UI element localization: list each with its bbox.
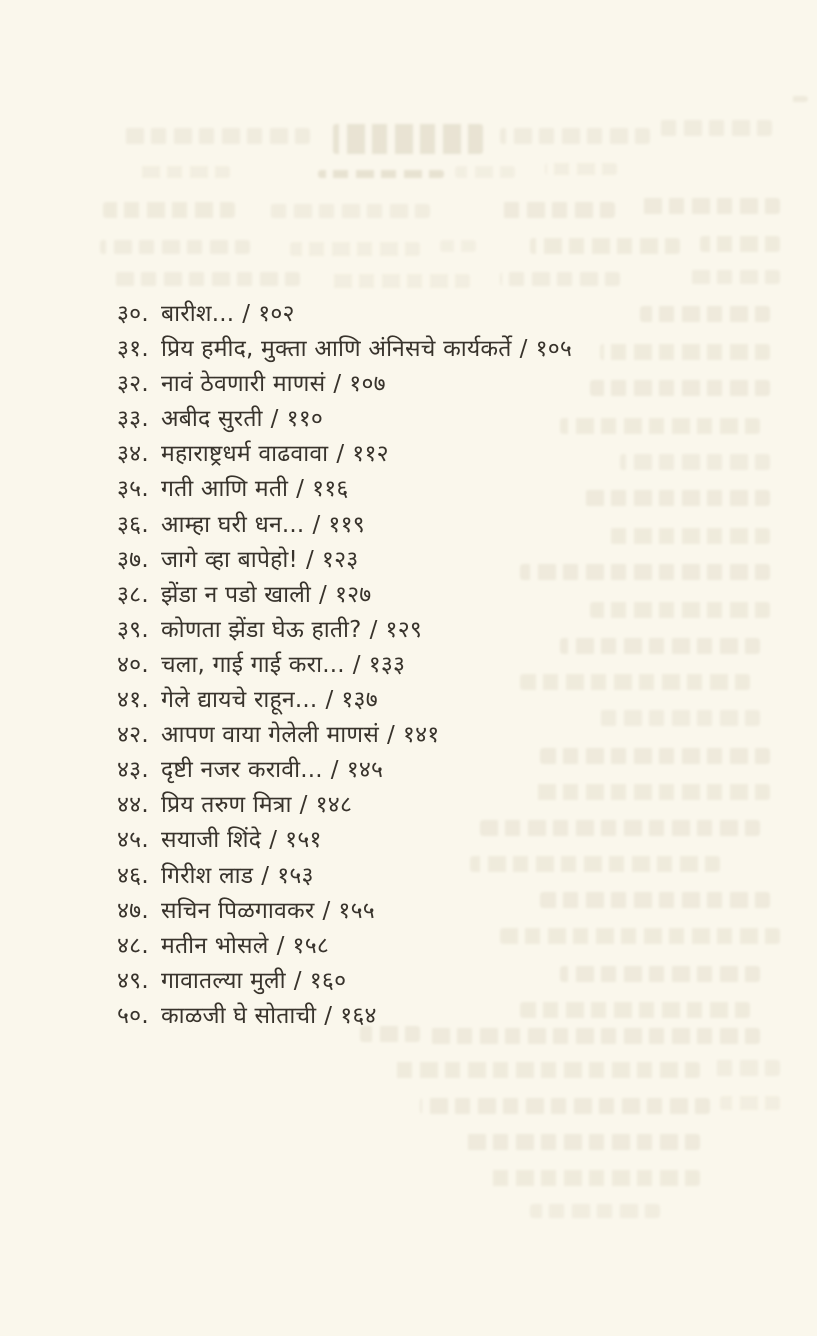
ghost-smudge xyxy=(600,710,760,726)
toc-entry-number: ४०. xyxy=(117,651,149,678)
ghost-smudge xyxy=(500,202,615,218)
toc-entry-separator: / xyxy=(305,546,314,573)
ghost-smudge xyxy=(390,1062,700,1078)
ghost-smudge xyxy=(560,418,760,434)
toc-entry-separator: / xyxy=(330,757,339,784)
toc-entry xyxy=(117,896,572,931)
toc-entry xyxy=(117,755,572,790)
ghost-smudge xyxy=(120,128,310,144)
ghost-smudge xyxy=(103,202,235,218)
toc-entry-title: प्रिय हमीद, मुक्ता आणि अंनिसचे कार्यकर्ते xyxy=(161,336,512,363)
toc-entry xyxy=(117,1001,572,1036)
ghost-smudge xyxy=(140,166,230,178)
ghost-smudge xyxy=(600,344,770,360)
ghost-smudge xyxy=(100,240,250,254)
ghost-smudge xyxy=(500,128,650,144)
toc-entry xyxy=(117,790,572,825)
toc-entry-title: मतीन भोसले xyxy=(161,932,269,959)
ghost-smudge xyxy=(490,1170,700,1186)
toc-entry-title: नावं ठेवणारी माणसं xyxy=(161,371,326,398)
toc-entry-number: ४७. xyxy=(117,897,149,924)
toc-entry-number: ४१. xyxy=(117,687,149,714)
toc-entry-page-number: १०७ xyxy=(349,371,386,398)
toc-entry xyxy=(117,720,572,755)
toc-entry xyxy=(117,825,572,860)
toc-entry-page-number: १६४ xyxy=(340,1002,377,1029)
toc-entry-title: गिरीश लाड xyxy=(161,862,254,889)
toc-entry-separator: / xyxy=(324,1002,333,1029)
toc-entry-page-number: १२९ xyxy=(385,616,423,643)
toc-entry xyxy=(117,615,572,650)
toc-entry-title: गेले द्यायचे राहून... xyxy=(161,687,318,714)
toc-entry-title: गती आणि मती xyxy=(161,476,289,503)
toc-entry-title: चला, गाई गाई करा... xyxy=(161,651,345,678)
toc-entry-title: दृष्टी नजर करावी... xyxy=(161,757,323,784)
ghost-smudge xyxy=(590,602,770,618)
toc-entry-separator: / xyxy=(269,827,278,854)
toc-entry-number: ३९. xyxy=(117,616,149,643)
toc-entry xyxy=(117,861,572,896)
toc-entry xyxy=(117,966,572,1001)
toc-entry-title: आम्हा घरी धन... xyxy=(161,511,305,538)
ghost-smudge xyxy=(640,198,780,214)
ghost-smudge xyxy=(290,242,420,256)
toc-entry xyxy=(117,580,572,615)
toc-entry-page-number: १५८ xyxy=(292,932,330,959)
toc-entry-title: सयाजी शिंदे xyxy=(161,827,262,854)
toc-entry-title: जागे व्हा बापेहो! xyxy=(161,546,298,573)
ghost-smudge xyxy=(540,892,770,908)
ghost-smudge xyxy=(330,274,470,288)
toc-entry xyxy=(117,474,572,509)
ghost-smudge xyxy=(545,163,617,175)
toc-entry-number: ४६. xyxy=(117,862,149,889)
ghost-smudge xyxy=(540,748,770,764)
toc-entry xyxy=(117,510,572,545)
toc-entry-separator: / xyxy=(312,511,321,538)
toc-entry-page-number: १२३ xyxy=(321,546,359,573)
toc-entry-separator: / xyxy=(333,371,342,398)
ghost-smudge xyxy=(318,170,444,178)
toc-entry-page-number: १५५ xyxy=(338,897,375,924)
table-of-contents-list xyxy=(117,299,572,1036)
ghost-smudge xyxy=(530,238,680,254)
toc-entry-number: ४३. xyxy=(117,757,149,784)
ghost-smudge xyxy=(560,966,760,982)
ghost-smudge xyxy=(560,638,760,654)
toc-entry xyxy=(117,334,572,369)
ghost-smudge xyxy=(610,528,770,544)
toc-entry-page-number: १५३ xyxy=(277,862,314,889)
toc-entry xyxy=(117,299,572,334)
toc-entry-separator: / xyxy=(319,581,327,608)
toc-entry-page-number: १५१ xyxy=(285,827,322,854)
ghost-smudge xyxy=(585,490,770,506)
toc-entry-title: कोणता झेंडा घेऊ हाती? xyxy=(161,616,362,643)
toc-entry-title: काळजी घे सोताची xyxy=(161,1002,317,1029)
toc-entry-page-number: ११६ xyxy=(312,476,349,503)
ghost-smudge xyxy=(720,1096,780,1110)
ghost-smudge xyxy=(440,240,476,252)
toc-entry-separator: / xyxy=(336,441,345,468)
ghost-smudge xyxy=(620,454,770,470)
ghost-smudge xyxy=(270,204,430,218)
toc-entry-separator: / xyxy=(276,932,285,959)
toc-entry-separator: / xyxy=(369,616,378,643)
toc-entry xyxy=(117,685,572,720)
toc-entry-page-number: १२७ xyxy=(334,581,372,608)
toc-entry-page-number: ११० xyxy=(286,406,324,433)
toc-entry-page-number: १०२ xyxy=(258,301,295,327)
toc-entry-title: झेंडा न पडो खाली xyxy=(161,581,311,608)
toc-entry-number: ४८. xyxy=(117,932,149,959)
toc-entry xyxy=(117,931,572,966)
toc-entry-page-number: १०५ xyxy=(535,336,573,363)
ghost-smudge xyxy=(690,270,780,284)
toc-entry-number: ४२. xyxy=(117,722,149,749)
ghost-smudge xyxy=(660,120,772,136)
ghost-smudge xyxy=(590,380,770,396)
toc-entry-title: बारीश... xyxy=(161,301,235,327)
toc-entry-number: ३२. xyxy=(117,371,149,398)
ghost-smudge xyxy=(333,124,483,154)
toc-entry-separator: / xyxy=(386,722,395,749)
toc-entry-page-number: १४५ xyxy=(346,757,384,784)
toc-entry xyxy=(117,439,572,474)
toc-entry-page-number: १३७ xyxy=(341,687,378,714)
ghost-smudge xyxy=(500,272,620,286)
toc-entry-separator: / xyxy=(293,967,302,994)
toc-entry-number: ३३. xyxy=(117,406,149,433)
toc-entry-separator: / xyxy=(299,792,308,819)
toc-entry-page-number: १३३ xyxy=(368,651,406,678)
ghost-smudge xyxy=(710,1060,780,1076)
toc-entry-number: ३५. xyxy=(117,476,149,503)
ghost-smudge xyxy=(530,1204,660,1218)
toc-entry-number: ४५. xyxy=(117,827,149,854)
toc-entry-title: महाराष्ट्रधर्म वाढवावा xyxy=(161,441,329,468)
toc-entry-page-number: १६० xyxy=(309,967,347,994)
toc-entry-separator: / xyxy=(242,301,251,327)
ghost-smudge xyxy=(700,236,780,252)
toc-entry-title: प्रिय तरुण मित्रा xyxy=(161,792,292,819)
ghost-smudge xyxy=(640,306,770,322)
toc-entry xyxy=(117,545,572,580)
toc-entry-separator: / xyxy=(270,406,279,433)
toc-entry-number: ३४. xyxy=(117,441,149,468)
toc-entry-number: ५०. xyxy=(117,1002,149,1029)
toc-entry-number: ३६. xyxy=(117,511,149,538)
toc-entry-number: ३७. xyxy=(117,546,149,573)
toc-entry-title: सचिन पिळगावकर xyxy=(161,897,315,924)
ghost-smudge xyxy=(420,1098,710,1114)
toc-entry xyxy=(117,369,572,404)
ghost-smudge xyxy=(790,96,808,102)
toc-entry-number: ३१. xyxy=(117,336,149,363)
toc-entry-page-number: १४८ xyxy=(315,792,353,819)
toc-entry-title: आपण वाया गेलेली माणसं xyxy=(161,722,379,749)
toc-entry-separator: / xyxy=(261,862,270,889)
toc-entry-title: अबीद सुरती xyxy=(161,406,263,433)
toc-entry xyxy=(117,650,572,685)
toc-entry-page-number: ११९ xyxy=(328,511,365,538)
ghost-smudge xyxy=(455,166,515,178)
toc-entry-separator: / xyxy=(322,897,331,924)
toc-entry-number: ४९. xyxy=(117,967,149,994)
toc-entry-separator: / xyxy=(519,336,528,363)
toc-entry-page-number: ११२ xyxy=(352,441,389,468)
toc-entry-number: ३०. xyxy=(117,301,149,327)
toc-entry xyxy=(117,404,572,439)
toc-entry-separator: / xyxy=(352,651,361,678)
toc-entry-separator: / xyxy=(296,476,305,503)
ghost-smudge xyxy=(115,272,300,286)
toc-entry-title: गावातल्या मुली xyxy=(161,967,286,994)
toc-entry-separator: / xyxy=(325,687,334,714)
toc-entry-page-number: १४१ xyxy=(402,722,440,749)
toc-entry-number: ४४. xyxy=(117,792,149,819)
ghost-smudge xyxy=(460,1134,700,1150)
toc-entry-number: ३८. xyxy=(117,581,149,608)
